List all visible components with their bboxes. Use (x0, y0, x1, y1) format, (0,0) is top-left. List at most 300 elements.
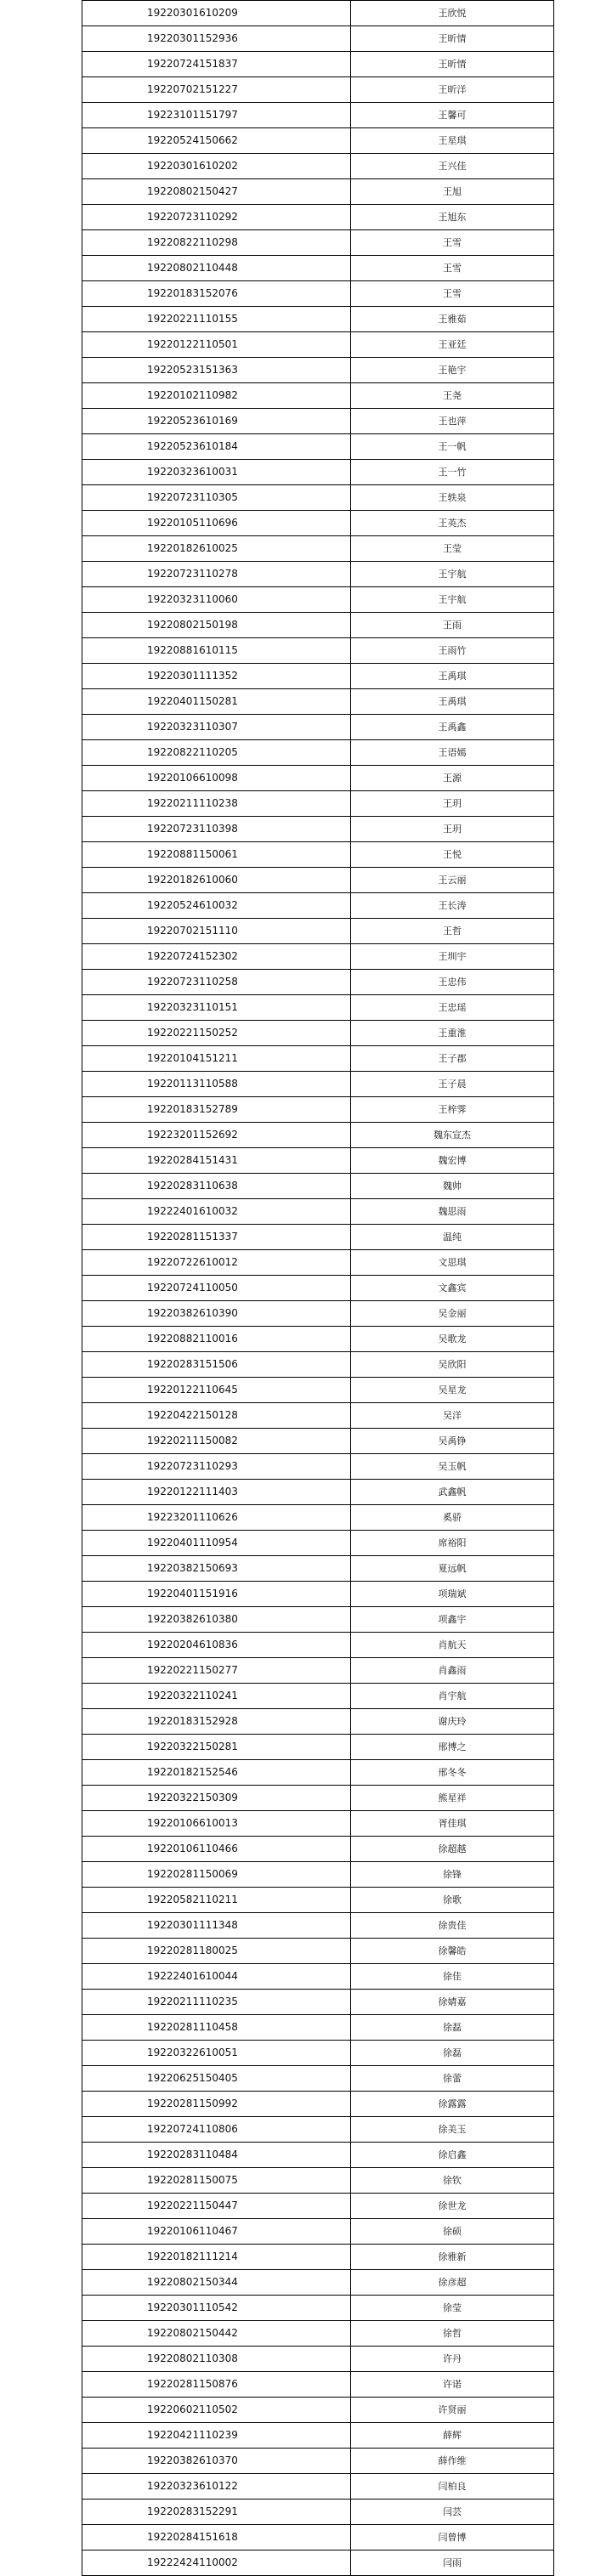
table-row (82, 995, 554, 1021)
table-row (82, 2321, 554, 2347)
student-name-cell: 薛辉 (351, 2423, 554, 2449)
student-id-cell: 19220284151431 (82, 1148, 351, 1174)
student-id-cell: 19220602110502 (82, 2398, 351, 2423)
table-row (82, 1862, 554, 1888)
table-row (82, 2194, 554, 2219)
student-id-cell: 19220724152302 (82, 944, 351, 970)
table-row (82, 2296, 554, 2321)
student-id-cell: 19222401610044 (82, 1964, 351, 1990)
student-name-cell: 王玥 (351, 817, 554, 842)
table-row (82, 358, 554, 383)
student-name-cell: 王宇航 (351, 587, 554, 613)
table-row (82, 791, 554, 817)
student-name-cell: 邢冬冬 (351, 1760, 554, 1786)
student-name-cell: 徐超越 (351, 1837, 554, 1862)
table-row (82, 1786, 554, 1811)
student-id-cell: 19220382610390 (82, 1301, 351, 1327)
student-name-cell: 熊星祥 (351, 1786, 554, 1811)
table-row (82, 2500, 554, 2525)
table-row (82, 77, 554, 103)
student-name-cell: 胥佳琪 (351, 1811, 554, 1837)
student-id-cell: 19220281150876 (82, 2372, 351, 2398)
student-name-cell: 王一竹 (351, 460, 554, 485)
table-row (82, 613, 554, 638)
table-row (82, 562, 554, 587)
student-id-cell: 19220702151110 (82, 919, 351, 944)
student-name-cell: 王旭东 (351, 205, 554, 230)
student-id-cell: 19220401151916 (82, 1582, 351, 1607)
table-row (82, 1378, 554, 1403)
table-row (82, 485, 554, 511)
student-name-cell: 王艳宇 (351, 358, 554, 383)
student-id-cell: 19220106610098 (82, 766, 351, 791)
student-id-cell: 19220723110305 (82, 485, 351, 511)
table-row (82, 1250, 554, 1276)
student-name-cell: 闫雨 (351, 2551, 554, 2576)
student-name-cell: 徐锋 (351, 1862, 554, 1888)
table-row (82, 409, 554, 434)
student-id-cell: 19220382150693 (82, 1556, 351, 1582)
student-id-cell: 19220723110398 (82, 817, 351, 842)
student-name-cell: 王禹鑫 (351, 715, 554, 740)
student-id-cell: 19220322150309 (82, 1786, 351, 1811)
student-id-cell: 19220182152546 (82, 1760, 351, 1786)
student-name-cell: 徐露露 (351, 2092, 554, 2117)
student-name-cell: 王子晨 (351, 1072, 554, 1097)
table-row (82, 970, 554, 995)
table-row (82, 179, 554, 205)
table-row (82, 2423, 554, 2449)
student-id-cell: 19220523610169 (82, 409, 351, 434)
table-row (82, 2015, 554, 2041)
student-id-cell: 19220722610012 (82, 1250, 351, 1276)
student-id-cell: 19220323110151 (82, 995, 351, 1021)
table-row (82, 587, 554, 613)
table-row (82, 1, 554, 26)
student-name-cell: 王语嫣 (351, 740, 554, 766)
table-row (82, 638, 554, 664)
student-id-cell: 19220401150281 (82, 689, 351, 715)
student-name-cell: 闫柏良 (351, 2474, 554, 2500)
student-name-cell: 徐蕾 (351, 2066, 554, 2092)
student-id-cell: 19220322610051 (82, 2041, 351, 2066)
student-id-cell: 19220301111348 (82, 1913, 351, 1939)
table-row (82, 1429, 554, 1454)
table-row (82, 2474, 554, 2500)
table-row (82, 1633, 554, 1658)
student-id-cell: 19220122110645 (82, 1378, 351, 1403)
student-name-cell: 徐贵佳 (351, 1913, 554, 1939)
table-row (82, 1505, 554, 1531)
student-id-cell: 19220183152789 (82, 1097, 351, 1123)
student-id-cell: 19220204610836 (82, 1633, 351, 1658)
student-id-cell: 19220301110542 (82, 2296, 351, 2321)
student-id-cell: 19223201152692 (82, 1123, 351, 1148)
table-row (82, 1709, 554, 1735)
student-id-cell: 19220422150128 (82, 1403, 351, 1429)
table-row (82, 1837, 554, 1862)
student-id-cell: 19220382610380 (82, 1607, 351, 1633)
student-name-cell: 吴欣阳 (351, 1352, 554, 1378)
table-row (82, 664, 554, 689)
student-id-cell: 19220401110954 (82, 1531, 351, 1556)
student-name-cell: 王昕洋 (351, 77, 554, 103)
student-name-cell: 徐莹 (351, 2296, 554, 2321)
table-row (82, 434, 554, 460)
student-name-cell: 王雪 (351, 256, 554, 281)
student-id-cell: 19220723110292 (82, 205, 351, 230)
table-row (82, 2092, 554, 2117)
student-id-cell: 19220183152928 (82, 1709, 351, 1735)
table-row (82, 230, 554, 256)
student-id-cell: 19220702151227 (82, 77, 351, 103)
student-id-cell: 19220724151837 (82, 52, 351, 77)
table-row (82, 1301, 554, 1327)
student-id-cell: 19220281150069 (82, 1862, 351, 1888)
student-name-cell: 王尧 (351, 383, 554, 409)
table-row (82, 52, 554, 77)
table-row (82, 817, 554, 842)
student-id-cell: 19223201110626 (82, 1505, 351, 1531)
student-name-cell: 吴禹铮 (351, 1429, 554, 1454)
table-row (82, 740, 554, 766)
table-row (82, 1735, 554, 1760)
student-id-cell: 19220625150405 (82, 2066, 351, 2092)
student-name-cell: 项瑞斌 (351, 1582, 554, 1607)
student-id-cell: 19220802150442 (82, 2321, 351, 2347)
student-id-cell: 19220724110050 (82, 1276, 351, 1301)
student-id-cell: 19220283152291 (82, 2500, 351, 2525)
student-id-cell: 19220182111214 (82, 2245, 351, 2270)
student-name-cell: 肖航天 (351, 1633, 554, 1658)
student-name-cell: 温纯 (351, 1225, 554, 1250)
student-name-cell: 王昕情 (351, 52, 554, 77)
student-id-cell: 19220301111352 (82, 664, 351, 689)
student-id-cell: 19220723110278 (82, 562, 351, 587)
student-id-cell: 19220284151618 (82, 2525, 351, 2551)
student-name-cell: 王重淮 (351, 1021, 554, 1046)
student-name-cell: 邢博之 (351, 1735, 554, 1760)
table-row (82, 2372, 554, 2398)
student-id-cell: 19220523610184 (82, 434, 351, 460)
table-row (82, 511, 554, 536)
student-id-cell: 19220524150662 (82, 128, 351, 154)
table-row (82, 460, 554, 485)
student-name-cell: 魏宏博 (351, 1148, 554, 1174)
student-id-cell: 19220211110238 (82, 791, 351, 817)
student-name-cell: 王长涛 (351, 893, 554, 919)
student-name-cell: 王一帆 (351, 434, 554, 460)
student-name-cell: 王忠瑶 (351, 995, 554, 1021)
student-name-cell: 王星琪 (351, 128, 554, 154)
table-row (82, 842, 554, 868)
table-row (82, 766, 554, 791)
table-row (82, 2143, 554, 2168)
student-id-cell: 19220802150427 (82, 179, 351, 205)
table-row (82, 2270, 554, 2296)
table-row (82, 2066, 554, 2092)
student-name-cell: 徐世龙 (351, 2194, 554, 2219)
student-id-cell: 19220221150277 (82, 1658, 351, 1684)
student-name-cell: 王英杰 (351, 511, 554, 536)
student-name-cell: 谢庆玲 (351, 1709, 554, 1735)
student-name-cell: 王圳宇 (351, 944, 554, 970)
student-name-cell: 徐磊 (351, 2015, 554, 2041)
student-name-cell: 徐启鑫 (351, 2143, 554, 2168)
student-name-cell: 徐钦 (351, 2168, 554, 2194)
student-name-cell: 吴洋 (351, 1403, 554, 1429)
student-name-cell: 夏远帆 (351, 1556, 554, 1582)
student-name-cell: 王兴佳 (351, 154, 554, 179)
table-row (82, 1225, 554, 1250)
student-name-cell: 王玥 (351, 791, 554, 817)
student-id-cell: 19220283151506 (82, 1352, 351, 1378)
table-row (82, 893, 554, 919)
student-id-cell: 19220106110467 (82, 2219, 351, 2245)
student-name-cell: 王亚廷 (351, 332, 554, 358)
student-id-cell: 19220323110307 (82, 715, 351, 740)
table-row (82, 1123, 554, 1148)
student-name-cell: 徐婧嘉 (351, 1990, 554, 2015)
student-name-cell: 王源 (351, 766, 554, 791)
table-row (82, 2398, 554, 2423)
student-name-cell: 项鑫宇 (351, 1607, 554, 1633)
student-name-cell: 王子郡 (351, 1046, 554, 1072)
student-name-cell: 王雅茹 (351, 307, 554, 332)
student-name-cell: 王悦 (351, 842, 554, 868)
table-row (82, 103, 554, 128)
student-id-cell: 19220106610013 (82, 1811, 351, 1837)
table-row (82, 2347, 554, 2372)
student-name-cell: 徐彦超 (351, 2270, 554, 2296)
student-id-cell: 19220723110258 (82, 970, 351, 995)
student-id-cell: 19220221110155 (82, 307, 351, 332)
student-name-cell: 徐雅新 (351, 2245, 554, 2270)
student-id-cell: 19220301610202 (82, 154, 351, 179)
table-row (82, 1199, 554, 1225)
student-name-cell: 徐美玉 (351, 2117, 554, 2143)
student-id-cell: 19220802150198 (82, 613, 351, 638)
student-id-cell: 19220582110211 (82, 1888, 351, 1913)
student-id-cell: 19220106110466 (82, 1837, 351, 1862)
student-id-cell: 19223101151797 (82, 103, 351, 128)
student-name-cell: 文鑫宾 (351, 1276, 554, 1301)
student-name-cell: 王莹 (351, 536, 554, 562)
table-row (82, 2168, 554, 2194)
student-name-cell: 王雪 (351, 281, 554, 307)
student-name-cell: 王禹琪 (351, 664, 554, 689)
table-row (82, 1046, 554, 1072)
student-id-cell: 19220102110982 (82, 383, 351, 409)
student-name-cell: 闫芸 (351, 2500, 554, 2525)
student-id-cell: 19220283110638 (82, 1174, 351, 1199)
student-name-cell: 肖鑫雨 (351, 1658, 554, 1684)
student-name-cell: 王宇航 (351, 562, 554, 587)
student-id-cell: 19222401610032 (82, 1199, 351, 1225)
student-id-cell: 19220113110588 (82, 1072, 351, 1097)
table-row (82, 383, 554, 409)
student-id-cell: 19220211110235 (82, 1990, 351, 2015)
student-id-cell: 19220802150344 (82, 2270, 351, 2296)
student-id-cell: 19220323610122 (82, 2474, 351, 2500)
student-id-cell: 19220822110298 (82, 230, 351, 256)
student-id-cell: 19220322150281 (82, 1735, 351, 1760)
table-row (82, 2041, 554, 2066)
table-row (82, 2551, 554, 2576)
student-id-cell: 19220882110016 (82, 1327, 351, 1352)
student-id-cell: 19220322110241 (82, 1684, 351, 1709)
table-row (82, 1607, 554, 1633)
student-name-cell: 徐磊 (351, 2041, 554, 2066)
student-name-cell: 王轶泉 (351, 485, 554, 511)
student-name-cell: 吴金丽 (351, 1301, 554, 1327)
student-id-cell: 19220183152076 (82, 281, 351, 307)
table-row (82, 2117, 554, 2143)
table-row (82, 1480, 554, 1505)
student-name-cell: 席裕阳 (351, 1531, 554, 1556)
table-row (82, 26, 554, 52)
student-id-cell: 19220822110205 (82, 740, 351, 766)
table-row (82, 1913, 554, 1939)
table-row (82, 1072, 554, 1097)
table-row (82, 205, 554, 230)
student-name-cell: 王昕情 (351, 26, 554, 52)
student-name-cell: 许丹 (351, 2347, 554, 2372)
student-name-cell: 王雨 (351, 613, 554, 638)
table-row (82, 1531, 554, 1556)
roster-body (82, 1, 554, 2576)
student-id-cell: 19220281151337 (82, 1225, 351, 1250)
table-row (82, 2449, 554, 2474)
student-id-cell: 19220281150075 (82, 2168, 351, 2194)
student-id-cell: 19220122110501 (82, 332, 351, 358)
student-name-cell: 王欣悦 (351, 1, 554, 26)
student-id-cell: 19220281180025 (82, 1939, 351, 1964)
student-name-cell: 王雨竹 (351, 638, 554, 664)
table-row (82, 1276, 554, 1301)
table-row (82, 944, 554, 970)
student-id-cell: 19220281110458 (82, 2015, 351, 2041)
student-name-cell: 徐歌 (351, 1888, 554, 1913)
student-name-cell: 王云丽 (351, 868, 554, 893)
student-name-cell: 吴玉帆 (351, 1454, 554, 1480)
student-name-cell: 徐哲 (351, 2321, 554, 2347)
student-roster-table (82, 0, 554, 2576)
student-name-cell: 徐馨皓 (351, 1939, 554, 1964)
table-row (82, 1556, 554, 1582)
table-row (82, 307, 554, 332)
student-name-cell: 王禹琪 (351, 689, 554, 715)
student-id-cell: 19220104151211 (82, 1046, 351, 1072)
table-row (82, 2245, 554, 2270)
student-id-cell: 19220221150447 (82, 2194, 351, 2219)
table-row (82, 689, 554, 715)
student-id-cell: 19220382610370 (82, 2449, 351, 2474)
table-row (82, 1454, 554, 1480)
student-name-cell: 王雪 (351, 230, 554, 256)
student-name-cell: 魏思雨 (351, 1199, 554, 1225)
student-name-cell: 王忠伟 (351, 970, 554, 995)
student-id-cell: 19220182610025 (82, 536, 351, 562)
student-id-cell: 19220105110696 (82, 511, 351, 536)
student-name-cell: 文思琪 (351, 1250, 554, 1276)
student-id-cell: 19220524610032 (82, 893, 351, 919)
student-name-cell: 奚骄 (351, 1505, 554, 1531)
student-name-cell: 许贤丽 (351, 2398, 554, 2423)
table-row (82, 715, 554, 740)
student-id-cell: 19220421110239 (82, 2423, 351, 2449)
table-row (82, 1148, 554, 1174)
student-name-cell: 武鑫帆 (351, 1480, 554, 1505)
table-row (82, 1582, 554, 1607)
table-row (82, 1658, 554, 1684)
student-id-cell: 19222424110002 (82, 2551, 351, 2576)
student-id-cell: 19220802110308 (82, 2347, 351, 2372)
student-id-cell: 19220182610060 (82, 868, 351, 893)
table-row (82, 1888, 554, 1913)
table-row (82, 1352, 554, 1378)
student-id-cell: 19220283110484 (82, 2143, 351, 2168)
student-name-cell: 薛作维 (351, 2449, 554, 2474)
table-row (82, 2219, 554, 2245)
student-id-cell: 19220881610115 (82, 638, 351, 664)
table-row (82, 332, 554, 358)
student-id-cell: 19220301610209 (82, 1, 351, 26)
table-row (82, 154, 554, 179)
student-id-cell: 19220281150992 (82, 2092, 351, 2117)
table-row (82, 1403, 554, 1429)
table-row (82, 256, 554, 281)
student-name-cell: 徐硕 (351, 2219, 554, 2245)
student-name-cell: 王旭 (351, 179, 554, 205)
table-row (82, 1021, 554, 1046)
table-row (82, 1990, 554, 2015)
student-name-cell: 王哲 (351, 919, 554, 944)
student-id-cell: 19220221150252 (82, 1021, 351, 1046)
student-name-cell: 王也萍 (351, 409, 554, 434)
student-name-cell: 吴歌龙 (351, 1327, 554, 1352)
student-id-cell: 19220323610031 (82, 460, 351, 485)
table-row (82, 1964, 554, 1990)
table-row (82, 868, 554, 893)
student-id-cell: 19220301152936 (82, 26, 351, 52)
student-id-cell: 19220122111403 (82, 1480, 351, 1505)
student-id-cell: 19220323110060 (82, 587, 351, 613)
student-name-cell: 徐佳 (351, 1964, 554, 1990)
table-row (82, 919, 554, 944)
student-name-cell: 闫曾博 (351, 2525, 554, 2551)
student-name-cell: 肖宇航 (351, 1684, 554, 1709)
table-row (82, 128, 554, 154)
table-row (82, 2525, 554, 2551)
table-row (82, 1684, 554, 1709)
table-row (82, 1760, 554, 1786)
table-row (82, 1939, 554, 1964)
student-name-cell: 王馨可 (351, 103, 554, 128)
table-row (82, 1174, 554, 1199)
table-row (82, 1811, 554, 1837)
student-id-cell: 19220723110293 (82, 1454, 351, 1480)
student-name-cell: 魏东宣杰 (351, 1123, 554, 1148)
student-name-cell: 魏帅 (351, 1174, 554, 1199)
student-name-cell: 王梓霁 (351, 1097, 554, 1123)
table-row (82, 1097, 554, 1123)
student-id-cell: 19220724110806 (82, 2117, 351, 2143)
table-row (82, 1327, 554, 1352)
table-row (82, 281, 554, 307)
table-row (82, 536, 554, 562)
student-id-cell: 19220881150061 (82, 842, 351, 868)
